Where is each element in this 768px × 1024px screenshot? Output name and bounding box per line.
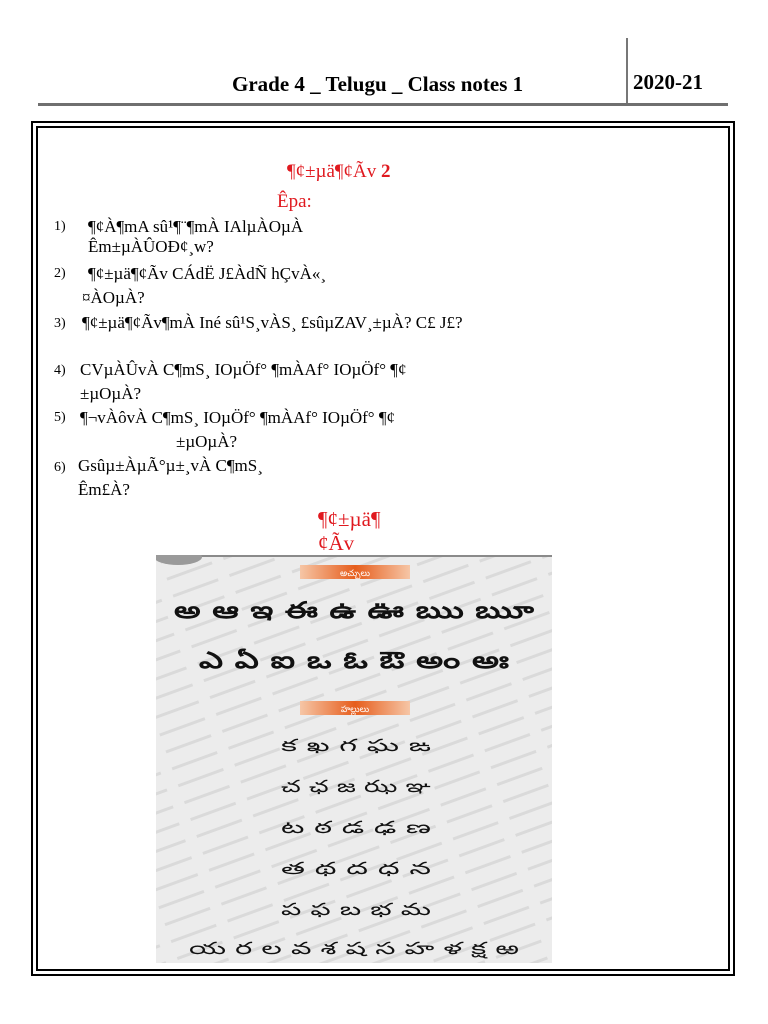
question-text-continued: Êm±µÀÛOÐ¢¸w? (88, 237, 214, 256)
question-number: 1) (54, 219, 66, 234)
header-divider-vertical (626, 38, 628, 104)
question-number: 3) (54, 316, 66, 331)
chart-top-edge (156, 555, 552, 557)
consonants-row: ప ఫ బ భ మ (281, 900, 432, 920)
chart-heading-line-continued: ¢Ãv (318, 531, 355, 555)
telugu-alphabet-chart (156, 555, 552, 963)
consonants-row: చ ఛ జ ఝ ఞ (281, 777, 432, 797)
question-text-continued: ±µOµÀ? (176, 432, 238, 451)
vowels-row: అ ఆ ఇ ఈ ఉ ఊ ఋ ౠ (174, 598, 535, 624)
consonants-banner-label: హల్లులు (340, 705, 370, 715)
question-text: ¶¢±µä¶¢Ãv¶mÀ Iné sû¹S¸vÀS¸ £sûµZAV¸±µÀ? C£ J£? (82, 313, 463, 332)
question-text: ¶¢À¶mA sû¹¶¨¶mÀ IAlµÀOµÀ (88, 217, 304, 236)
question-text-continued: ±µOµÀ? (80, 384, 142, 403)
question-number: 4) (54, 363, 66, 378)
document-title: Grade 4 _ Telugu _ Class notes 1 (232, 72, 524, 96)
chart-heading-line: ¶¢±µä¶ (318, 507, 381, 531)
chart-heading (318, 507, 380, 555)
question-number: 6) (54, 460, 66, 475)
worksheet-subheading: Êpa: (277, 191, 312, 212)
vowels-banner-label: అచ్చులు (340, 569, 370, 579)
consonants-row: త థ ద ధ న (281, 859, 432, 879)
question-number: 5) (54, 410, 66, 425)
worksheet-heading-text: ¶¢±µä¶¢Ãv (287, 161, 377, 182)
question-text-continued: Êm£À? (78, 480, 130, 499)
question-text: ¶¬vÀôvÀ C¶mS¸ IOµÖf° ¶mÀAf° IOµÖf° ¶¢ (80, 408, 396, 427)
question-text-continued: ¤ÀOµÀ? (82, 288, 145, 307)
worksheet-heading (287, 161, 391, 183)
question-text: ¶¢±µä¶¢Ãv CÁdË J£ÀdÑ hÇvÀ«¸ (88, 264, 327, 283)
consonants-row: య ర ల వ శ ష స హ ళ క్ష ఱ (189, 939, 520, 959)
consonants-row: క ఖ గ ఘ ఙ (281, 736, 431, 756)
question-number: 2) (54, 266, 66, 281)
question-text: Gsûµ±ÀµÃ°µ±¸vÀ C¶mS¸ (78, 456, 263, 475)
question-text: CVµÀÛvÀ C¶mS¸ IOµÖf° ¶mÀAf° IOµÖf° ¶¢ (80, 360, 407, 379)
header-divider-horizontal (38, 103, 728, 106)
consonants-row: ట ఠ డ ఢ ణ (281, 818, 431, 838)
worksheet-heading-number: 2 (381, 161, 391, 182)
academic-year: 2020-21 (633, 70, 703, 94)
vowels-row: ఎ ఏ ఐ ఒ ఓ ఔ అం అః (199, 648, 510, 674)
